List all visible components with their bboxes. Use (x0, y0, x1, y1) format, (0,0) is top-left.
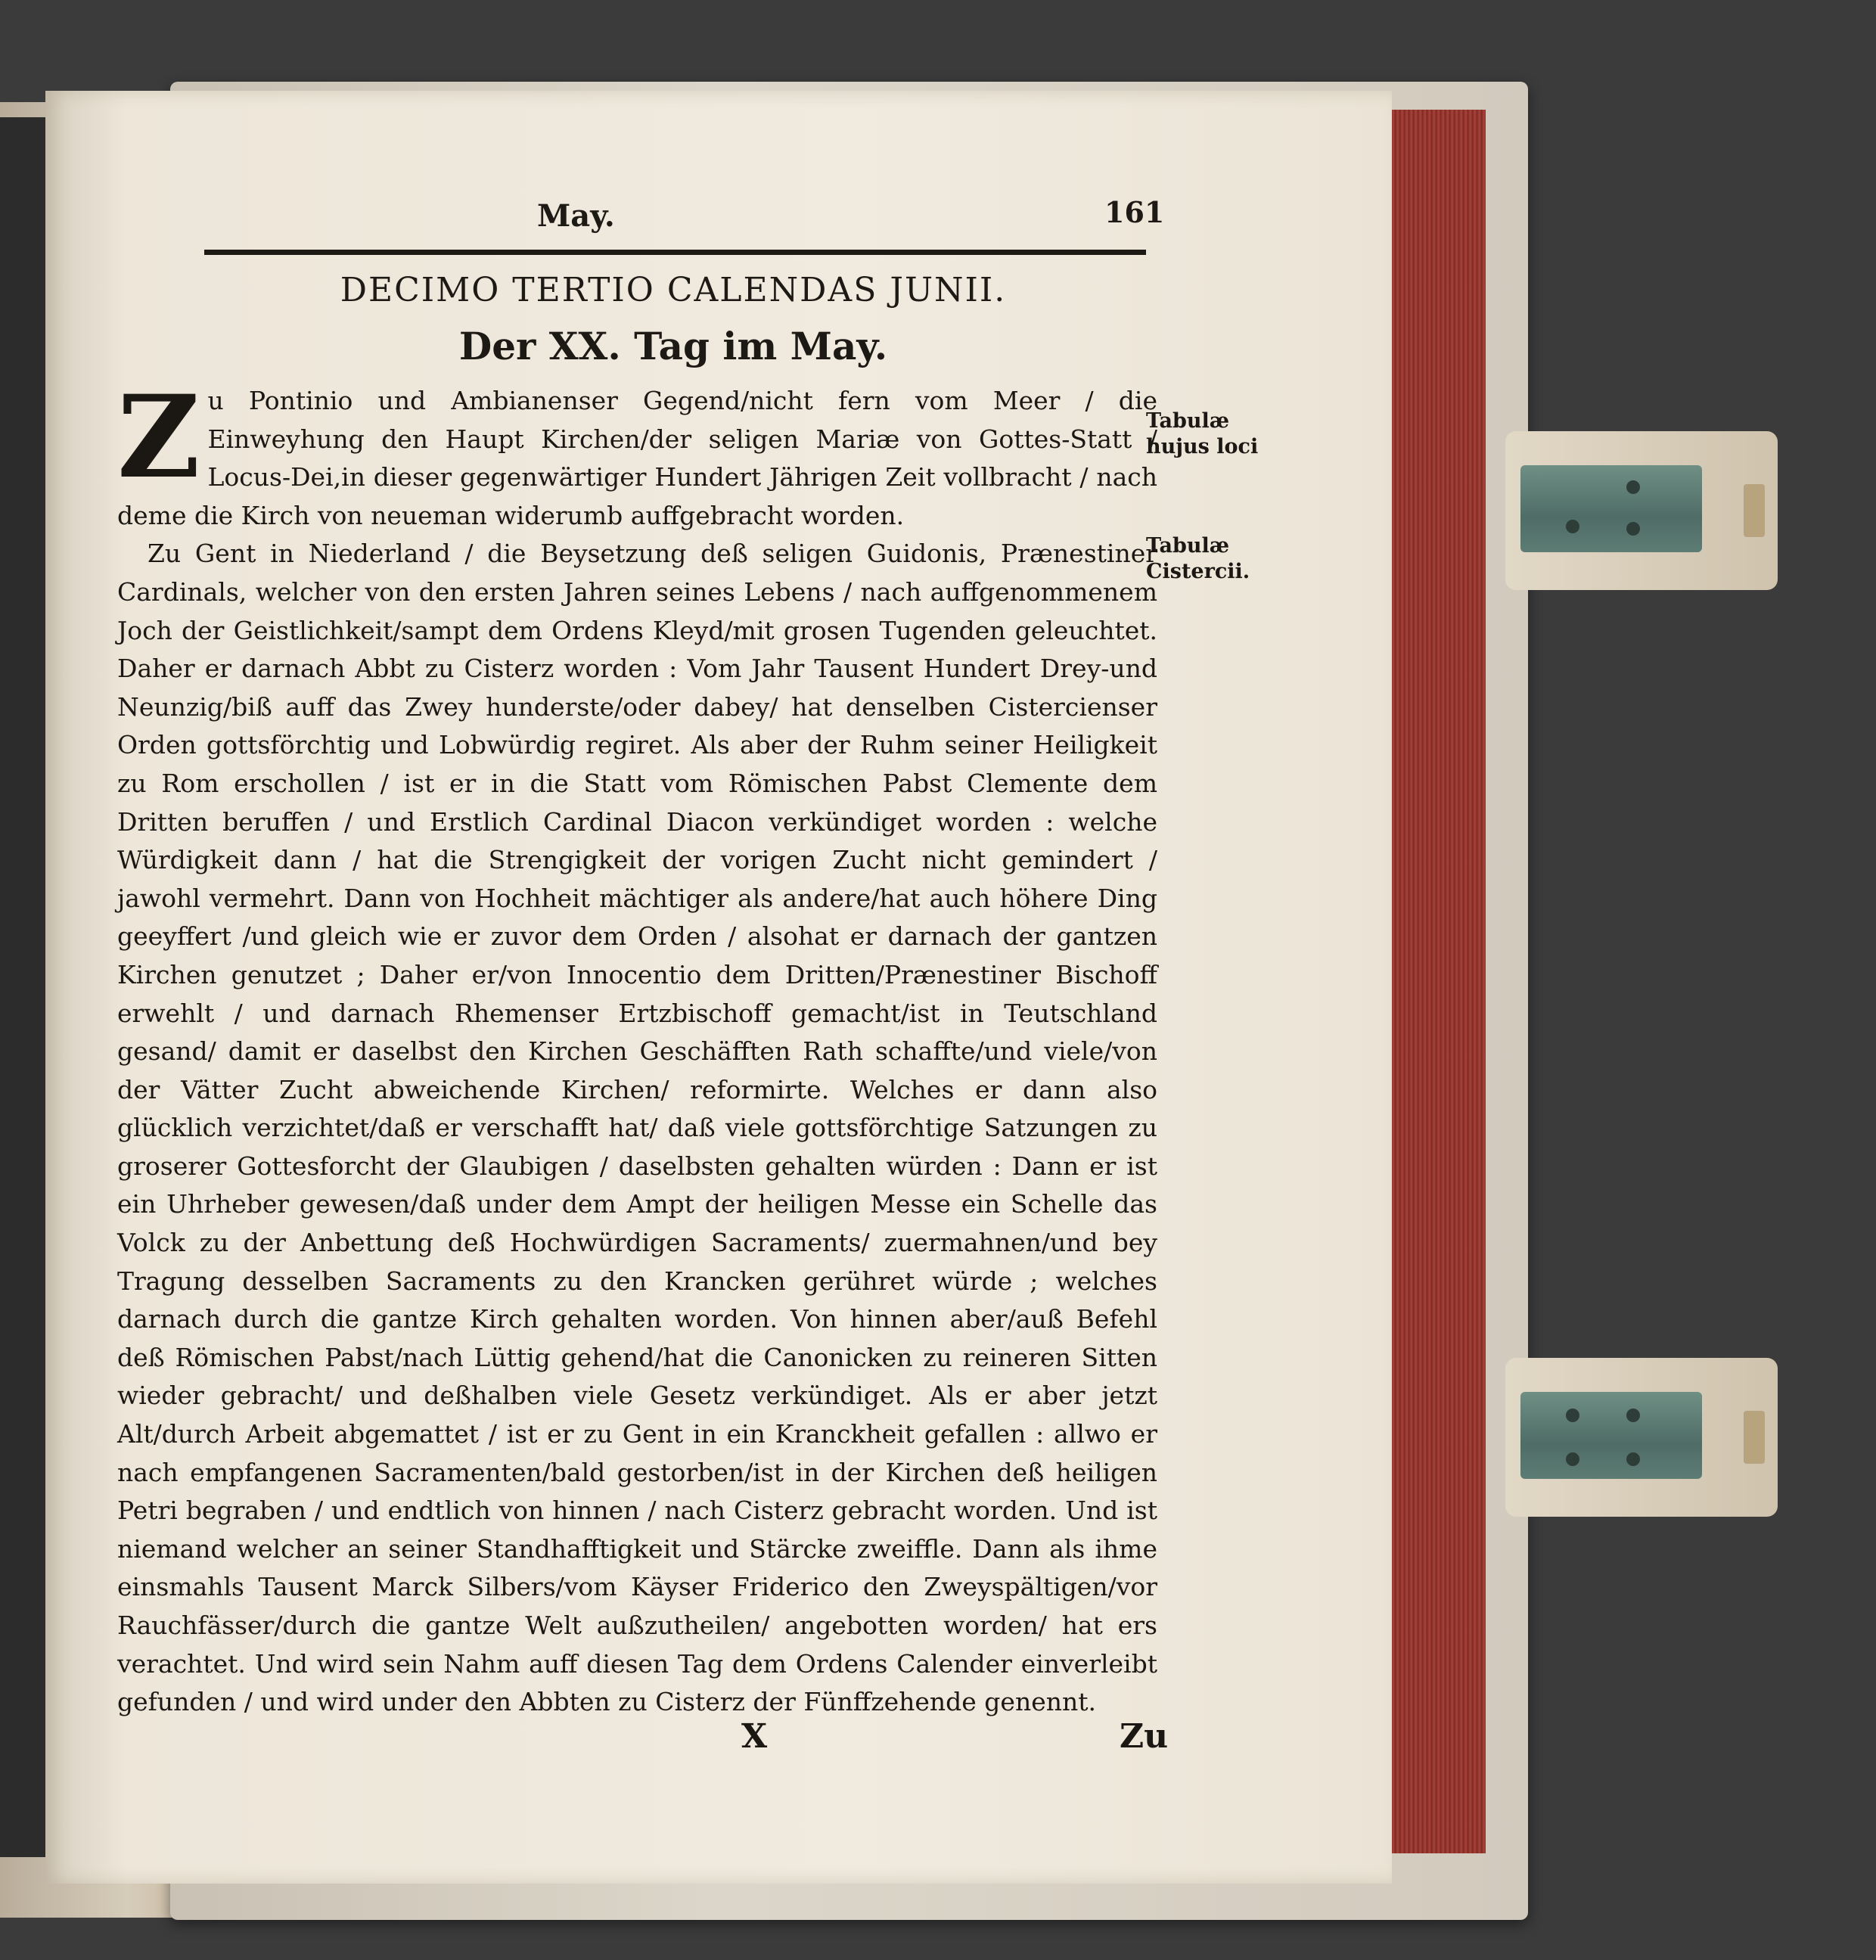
paragraph-guido: Zu Gent in Niederland / die Beysetzung deß seligen Guidonis, Prænestiner Cardinals, welcher von den ersten Jahren seines Lebens / nach auffgenommenem Joch der Geistlichkeit/sampt dem Ordens Kleyd/mit grosen Tugenden geleuchtet. Daher er darnach Abbt zu Cisterz worden : Vom Jahr Tausent Hundert Drey-und Neunzig/biß auff das Zwey hunderste/oder dabey/ hat denselben Cistercienser Orden gottsförchtig und Lobwürdig regiret. Als aber der Ruhm seiner Heiligkeit zu Rom erschollen / ist er in die Statt vom Römischen Pabst Clemente dem Dritten beruffen / und Erstlich Cardinal Diacon verkündiget worden : welche Würdigkeit dann / hat die Strengigkeit der vorigen Zucht nicht gemindert / jawohl vermehrt. Dann von Hochheit mächtiger als andere/hat auch höhere Ding geeyffert /und gleich wie er zuvor dem Orden / alsohat er darnach der gantzen Kirchen genutzet ; Daher er/von Innocentio dem Dritten/Prænestiner Bischoff erwehlt / und darnach Rhemenser Ertzbischoff gemacht/ist in Teutschland gesand/ damit er daselbst den Kirchen Geschäfften Rath schaffte/und viele/von der Vätter Zucht abweichende Kirchen/ reformirte. Welches er dann also glücklich verzichtet/daß er verschafft hat/ daß viele gottsförchtige Satzungen zu groserer Gottesforcht der Glaubigen / daselbsten gehalten würden : Dann er ist ein Uhrheber gewesen/daß under dem Ampt der heiligen Messe ein Schelle das Volck zu der Anbettung deß Hochwürdigen Sacraments/ zuermahnen/und bey Tragung desselben Sacraments zu den Krancken gerühret würde ; welches darnach durch die gantze Kirch gehalten worden. Von hinnen aber/auß Befehl deß Römischen Pabst/nach Lüttig gehend/hat die Canonicken zu reineren Sitten wieder gebracht/ und deßhalben viele Gesetz verkündiget. Als er aber jetzt Alt/durch Arbeit abgemattet / ist er zu Gent in ein Kranckheit gefallen : allwo er nach empfangenen Sacramenten/bald gestorben/ist in der Kirchen deß heiligen Petri begraben / und endtlich von hinnen / nach Cisterz gebracht worden. Und ist niemand welcher an seiner Standhafftigkeit und Stärcke zweiffle. Dann als ihme einsmahls Tausent Marck Silbers/vom Käyser Friderico den Zweyspältigen/vor Rauchfässer/durch die gantze Welt außzutheilen/ angebotten worden/ hat ers verachtet. Und wird sein Nahm auff diesen Tag dem Ordens Calender einverleibt gefunden / und wird under den Abbten zu Cisterz der Fünffzehende genennt. (117, 539, 1157, 1717)
body-text (117, 371, 1157, 1722)
upper-clasp (1505, 431, 1778, 590)
running-head-month: May. (537, 198, 615, 234)
signature-mark: X (741, 1717, 768, 1756)
margin-note-2: Tabulæ Cistercii. (1146, 534, 1250, 583)
clasp-pin-icon (1744, 1411, 1765, 1464)
clasp-plate-icon (1520, 465, 1702, 552)
day-heading: Der XX. Tag im May. (458, 324, 888, 368)
margin-note-1: Tabulæ hujus loci (1146, 409, 1259, 458)
paragraph-consecration: Zu Pontinio und Ambianenser Gegend/nicht fern vom Meer / die Einweyhung den Haupt Kirchen/der seligen Mariæ von Gottes-Statt / Locus-Dei,in dieser gegenwärtiger Hundert Jährigen Zeit vollbracht / nach deme die Kirch von neueman widerumb auffgebracht worden. (117, 371, 1157, 530)
bleed-through-text (1399, 204, 1520, 1225)
header-rule (204, 250, 1146, 255)
lower-clasp (1505, 1358, 1778, 1517)
left-page-shadow (0, 117, 45, 1857)
page-number: 161 (1104, 195, 1165, 229)
calendar-heading: DECIMO TERTIO CALENDAS JUNII. (340, 271, 1007, 309)
catchword: Zu (1120, 1717, 1169, 1756)
clasp-plate-icon (1520, 1392, 1702, 1479)
clasp-pin-icon (1744, 484, 1765, 537)
drop-cap: Z (117, 371, 200, 504)
